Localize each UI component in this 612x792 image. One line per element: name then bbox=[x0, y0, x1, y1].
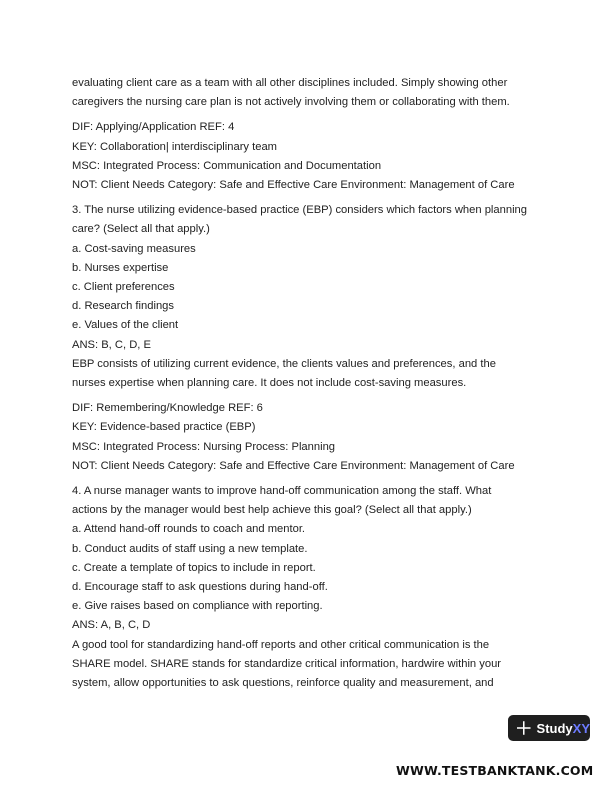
text-line: nurses expertise when planning care. It does not include cost-saving measures. bbox=[72, 377, 467, 390]
text-line: ANS: A, B, C, D bbox=[72, 619, 151, 632]
text-line: NOT: Client Needs Category: Safe and Effective Care Environment: Management of Care bbox=[72, 459, 515, 472]
text-line: care? (Select all that apply.) bbox=[72, 223, 210, 236]
text-line: e. Values of the client bbox=[72, 319, 179, 332]
text-line: b. Nurses expertise bbox=[72, 261, 169, 274]
badge-study-text: Study bbox=[536, 720, 573, 736]
text-line: a. Attend hand-off rounds to coach and mentor. bbox=[72, 523, 306, 536]
text-line: MSC: Integrated Process: Communication and Documentation bbox=[72, 159, 382, 172]
text-line: KEY: Evidence-based practice (EBP) bbox=[72, 421, 256, 434]
text-line: A good tool for standardizing hand-off reports and other critical communication is the bbox=[72, 638, 490, 651]
text-line: d. Encourage staff to ask questions during hand-off. bbox=[72, 581, 328, 594]
text-line: NOT: Client Needs Category: Safe and Effective Care Environment: Management of Care bbox=[72, 179, 515, 192]
text-line: caregivers the nursing care plan is not actively involving them or collaborating with them. bbox=[72, 96, 510, 109]
studyxy-badge[interactable] bbox=[508, 715, 590, 741]
text-line: evaluating client care as a team with all other disciplines included. Simply showing other bbox=[72, 77, 508, 89]
text-line: DIF: Applying/Application REF: 4 bbox=[72, 121, 235, 134]
text-line: c. Create a template of topics to include in report. bbox=[72, 561, 316, 574]
text-line: KEY: Collaboration| interdisciplinary team bbox=[72, 140, 278, 153]
text-line: 4. A nurse manager wants to improve hand-off communication among the staff. What bbox=[72, 485, 492, 498]
text-line: e. Give raises based on compliance with reporting. bbox=[72, 600, 323, 613]
text-line: MSC: Integrated Process: Nursing Process: Planning bbox=[72, 440, 336, 453]
text-line: actions by the manager would best help achieve this goal? (Select all that apply.) bbox=[72, 504, 472, 517]
text-line: a. Cost-saving measures bbox=[72, 242, 196, 255]
text-line: system, allow opportunities to ask questions, reinforce quality and measurement, and bbox=[72, 677, 494, 690]
text-line: ANS: B, C, D, E bbox=[72, 338, 151, 351]
text-line: DIF: Remembering/Knowledge REF: 6 bbox=[72, 402, 263, 415]
badge-xy-text: XY bbox=[572, 720, 590, 736]
text-line: SHARE model. SHARE stands for standardize critical information, hardwire within your bbox=[72, 657, 502, 670]
text-line: c. Client preferences bbox=[72, 281, 175, 294]
website-url[interactable]: WWW.TESTBANKTANK.COM bbox=[396, 763, 594, 778]
plus-icon bbox=[517, 721, 531, 735]
text-line: EBP consists of utilizing current evidence, the clients values and preferences, and the bbox=[72, 357, 496, 370]
text-line: d. Research findings bbox=[72, 300, 174, 313]
document-body bbox=[72, 74, 542, 693]
text-line: 3. The nurse utilizing evidence-based practice (EBP) considers which factors when planning bbox=[72, 204, 527, 217]
text-line: b. Conduct audits of staff using a new template. bbox=[72, 542, 308, 555]
